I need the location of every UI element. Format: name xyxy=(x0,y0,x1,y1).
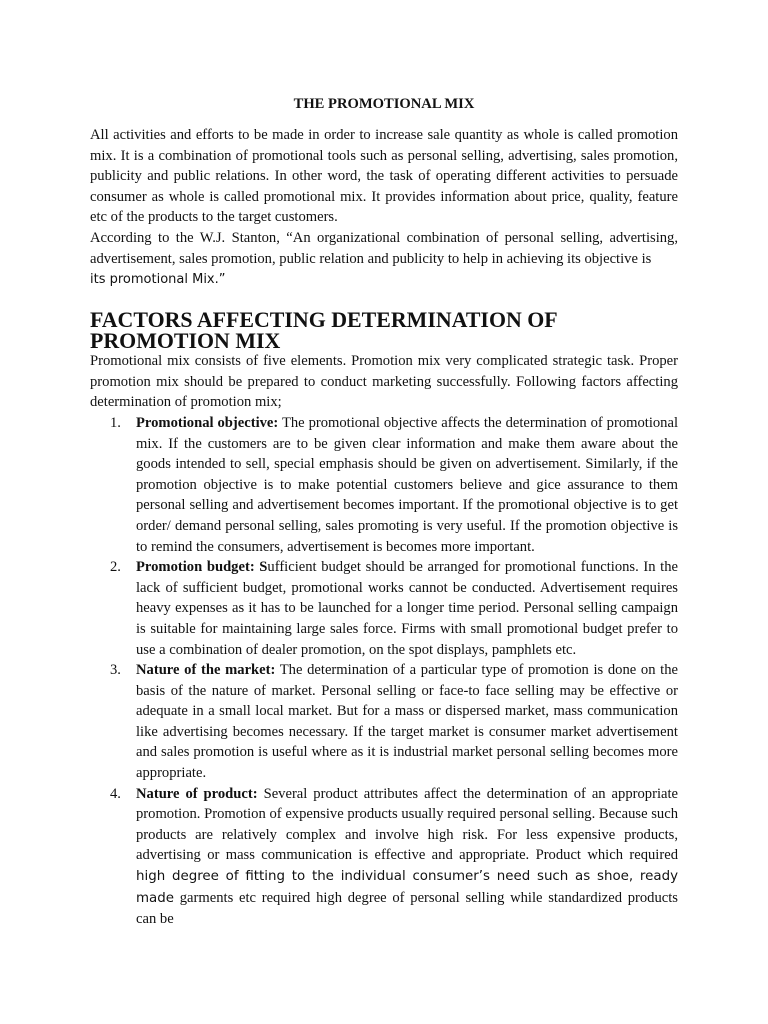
list-item xyxy=(90,660,678,784)
item-number: 4. xyxy=(110,785,121,802)
item-term: Promotional objective: xyxy=(136,414,279,431)
item-text xyxy=(136,557,678,660)
stanton-quote-paragraph xyxy=(90,228,678,291)
item-text xyxy=(136,413,678,557)
item-body: ufficient budget should be arranged for promotional functions. In the lack of sufficient budget, promotional works cannot be conducted. Advertisement requires heavy expenses as it has to be launched for a longer time period. Personal selling campaign is suitable for maintaining large sales force. Firms with small promotional budget prefer to use a combination of dealer promotion, on the spot displays, pamphlets etc. xyxy=(136,559,678,658)
stanton-quote-text: According to the W.J. Stanton, “An organizational combination of personal selling, advertising, advertisement, sales promotion, public relation and publicity to help in achieving its objective is xyxy=(90,229,678,267)
list-item xyxy=(90,413,678,557)
item-body: Several product attributes affect the determination of an appropriate promotion. Promotion of expensive products usually required personal selling. Because such products are relatively complex and involve high risk. For less expensive products, advertising or mass communication is effective and appropriate. Product which required xyxy=(136,785,679,864)
factors-list xyxy=(90,413,678,930)
item-number: 2. xyxy=(110,559,121,576)
item-body-sans: high degree of fitting to the individual consumer’s need such as shoe, ready made xyxy=(136,869,678,906)
item-number: 3. xyxy=(110,662,121,679)
list-item xyxy=(90,557,678,660)
section-intro: Promotional mix consists of five elements. Promotion mix very complicated strategic task. Proper promotion mix should be prepared to conduct marketing successfully. Following factors affecting determination of promotion mix; xyxy=(90,353,678,411)
item-term: Nature of the market: xyxy=(136,662,276,679)
item-term: Promotion budget: S xyxy=(136,559,268,576)
list-item xyxy=(90,784,678,930)
document-title: THE PROMOTIONAL MIX xyxy=(293,96,475,112)
item-term: Nature of product: xyxy=(136,785,258,802)
intro-block xyxy=(90,125,678,291)
item-body: The determination of a particular type of promotion is done on the basis of the nature of market. Personal selling or face-to face selling may be effective or adequate in a small local market. But for a mass or dispersed market, mass communication like advertising becomes necessary. If the target market is consumer market advertisement and sales promotion is useful where as it is industrial market personal selling becomes more appropriate. xyxy=(136,662,678,782)
factors-section xyxy=(90,307,679,930)
item-body: The promotional objective affects the determination of promotional mix. If the customers are to be given clear information and make them aware about the goods intended to sell, special emphasis should be given on advertisement. Similarly, if the promotion objective is to make potential customers believe and gice assurance to them personal selling and advertisement becomes important. If the promotional objective is to get order/ demand personal selling, sales promoting is very useful. If the promotion objective is to remind the consumers, advertisement is becomes more important. xyxy=(136,414,679,555)
item-number: 1. xyxy=(110,414,121,431)
section-heading: FACTORS AFFECTING DETERMINATION OF PROMOTION MIX xyxy=(90,307,557,353)
item-text xyxy=(136,660,678,784)
item-text xyxy=(136,784,678,930)
intro-paragraph: All activities and efforts to be made in order to increase sale quantity as whole is called promotion mix. It is a combination of promotional tools such as personal selling, advertising, sales promotion, publicity and public relations. In other word, the task of operating different activities to persuade consumer as whole is called promotional mix. It provides information about price, quality, feature etc of the products to the target customers. xyxy=(90,127,678,226)
stanton-quote-end: its promotional Mix.” xyxy=(90,272,226,288)
item-body-end: garments etc required high degree of personal selling while standardized products can be xyxy=(136,889,678,928)
